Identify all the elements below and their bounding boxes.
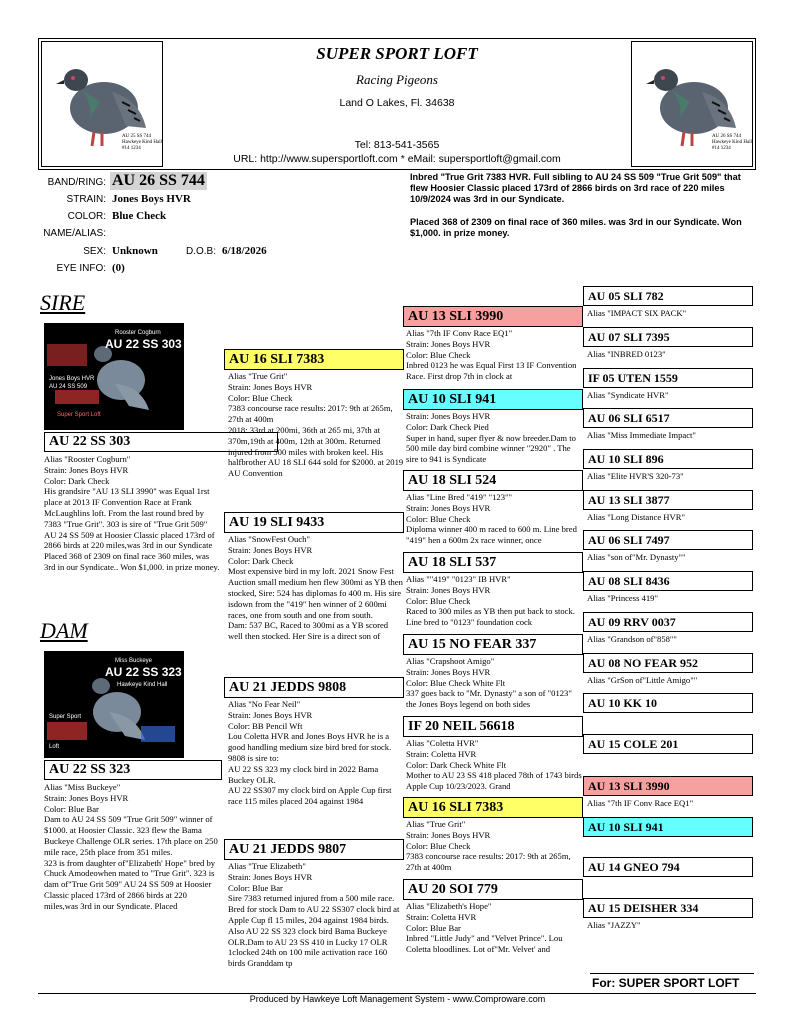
loft-phone: Tel: 813-541-3565 — [354, 139, 440, 151]
gen2-band: AU 21 JEDDS 9807 — [224, 839, 404, 860]
gen4-alias: Alias "Syndicate HVR" — [587, 390, 669, 400]
gen2-details — [228, 534, 404, 664]
dob-value: 6/18/2026 — [222, 245, 267, 257]
loft-name: SUPER SPORT LOFT — [316, 44, 478, 63]
sex-value: Unknown — [112, 245, 158, 257]
detail-line: Inbred "Little Judy" and "Velvet Prince". Lou Coletta bloodlines. Lot of"Mr. Velvet' and — [406, 933, 563, 955]
detail-line: Color: Dark Check — [228, 555, 294, 566]
caption-line: Hawkeye Kind Hall — [712, 140, 752, 145]
detail-line: Strain: Jones Boys HVR — [406, 502, 491, 513]
sire-photo-text: Jones Boys HVR — [49, 376, 95, 382]
gen3-band: IF 20 NEIL 56618 — [403, 716, 583, 737]
gen4-alias: Alias "IMPACT SIX PACK" — [587, 308, 687, 318]
gen3-details — [406, 738, 582, 796]
sire-photo-text: Rooster Cogburn — [115, 330, 161, 336]
gen4-band: AU 10 SLI 941 — [583, 817, 753, 837]
detail-line: Dam to AU 24 SS 509 "True Grit 509" winner of $1000. at Hoosier Classic. 323 flew the Bama Buckeye Challenge OLR series. 17th place on 250 mile race, 25th place from 351 miles. — [44, 814, 218, 857]
footer-produced: Produced by Hawkeye Loft Management System - www.Comproware.com — [249, 994, 546, 1004]
bird-note-1: Inbred "True Grit 7383 HVR. Full sibling to AU 24 SS 509 "True Grit 509" that flew Hoosier Classic placed 173rd of 2866 birds on 3rd race of 220 miles 10/9/2024 was 3rd in our Syndicate. — [410, 172, 741, 204]
detail-line: Alias "7th IF Conv Race EQ1" — [406, 328, 513, 338]
detail-line: Lou Coletta HVR and Jones Boys HVR he is a good handling medium size bird bred for stock. 9808 is sire to: — [228, 731, 392, 763]
gen4-band: IF 05 UTEN 1559 — [583, 368, 753, 388]
gen2-details — [228, 699, 404, 823]
detail-line: Alias "No Fear Neil" — [228, 699, 301, 709]
detail-line: Mother to AU 23 SS 418 placed 78th of 1743 birds Apple Cup 10/23/2023. Grand — [406, 770, 582, 792]
gen4-alias — [587, 715, 753, 727]
gen3-details — [406, 656, 582, 714]
gen4-band: AU 10 SLI 896 — [583, 449, 753, 469]
detail-line: Strain: Jones Boys HVR — [228, 544, 313, 555]
detail-line: 2018: 33rd at 200mi, 36th at 265 mi, 37th at 370m,19th at 400m, 12th at 300m. Returned injured from 500 miles with broken keel. His halfbrother AU 18 SLI 644 sold for $2000. at 2019 AU Convention — [228, 424, 404, 479]
gen4-band: AU 10 KK 10 — [583, 693, 753, 713]
detail-line: Strain: Jones Boys HVR — [228, 709, 313, 720]
detail-line: Strain: Jones Boys HVR — [406, 411, 491, 421]
sire-band: AU 22 SS 303 — [44, 432, 278, 452]
detail-line: Color: Blue Check — [406, 595, 471, 606]
gen4-alias: Alias "GrSon of"Little Amigo"" — [587, 675, 698, 685]
gen3-band: AU 18 SLI 537 — [403, 552, 583, 573]
gen4-alias: Alias "Long Distance HVR" — [587, 512, 685, 522]
dam-photo-text: Super Sport — [49, 714, 82, 720]
detail-line: Strain: Coletta HVR — [406, 911, 477, 922]
color-value: Blue Check — [112, 210, 167, 222]
gen4-alias: Alias "JAZZY" — [587, 920, 641, 930]
gen3-details — [406, 901, 582, 961]
bird-note-2: Placed 368 of 2309 on final race of 360 miles. was 3rd in our Syndicate. Won $1,000. in prize money. — [410, 217, 742, 238]
loft-subtitle: Racing Pigeons — [356, 72, 438, 87]
dam-heading: DAM — [40, 618, 88, 643]
gen3-details — [406, 411, 582, 469]
detail-line: Diploma winner 400 m raced to 600 m. Line bred "419" hen a 600m 2x race winner, once — [406, 524, 577, 546]
detail-line: Color: Dark Check White Flt — [406, 759, 507, 770]
band-value: AU 26 SS 744 — [112, 172, 205, 189]
loft-url: URL: http://www.supersportloft.com * eMail: supersportloft@gmail.com — [233, 153, 561, 165]
gen4-alias: Alias "son of"Mr. Dynasty"" — [587, 552, 686, 562]
detail-line: Color: Blue Bar — [406, 922, 461, 933]
gen3-details — [406, 492, 582, 550]
detail-line: Strain: Coletta HVR — [406, 748, 477, 759]
band-label: BAND/RING: — [47, 177, 106, 188]
caption-line: Hawkeye Kind Hall — [122, 140, 162, 145]
eye-value: (0) — [112, 262, 125, 274]
detail-line: Color: Blue Bar — [228, 882, 283, 893]
gen4-alias: Alias "Grandson of"858"" — [587, 634, 677, 644]
footer-rule — [590, 973, 754, 974]
detail-line: Color: Blue Bar — [44, 803, 99, 814]
detail-line: Color: Blue Check — [406, 840, 471, 851]
detail-line: 7383 concourse race results: 2017: 9th at 265m, 27th at 400m — [406, 851, 571, 873]
dam-photo-text: Loft — [49, 744, 60, 750]
gen4-alias: Alias "Elite HVR'S 320-73" — [587, 471, 684, 481]
detail-line: Strain: Jones Boys HVR — [406, 584, 491, 595]
dob-label: D.O.B: — [186, 246, 217, 257]
caption-line: AU 25 SS 744 — [122, 134, 152, 139]
gen3-band: AU 15 NO FEAR 337 — [403, 634, 583, 655]
gen4-alias — [587, 756, 753, 768]
gen4-band: AU 13 SLI 3990 — [583, 776, 753, 796]
gen4-alias — [587, 839, 753, 851]
sex-label: SEX: — [83, 246, 106, 257]
gen3-band: AU 16 SLI 7383 — [403, 797, 583, 818]
detail-line: Alias "Elizabeth's Hope" — [406, 901, 492, 911]
sire-heading: SIRE — [40, 290, 86, 315]
gen4-band: AU 15 DEISHER 334 — [583, 898, 753, 918]
gen4-band: AU 13 SLI 3877 — [583, 490, 753, 510]
detail-line: Raced to 300 miles as YB then put back to stock. Line bred to "0123" foundation cock — [406, 606, 575, 628]
gen4-band: AU 08 NO FEAR 952 — [583, 653, 753, 673]
footer-for: For: SUPER SPORT LOFT — [592, 976, 740, 990]
detail-line: Alias "Crapshoot Amigo" — [406, 656, 495, 666]
detail-line: Color: Blue Check — [406, 513, 471, 524]
dam-photo — [44, 651, 184, 758]
caption-line: #14 1234 — [712, 146, 731, 151]
gen2-band: AU 21 JEDDS 9808 — [224, 677, 404, 698]
detail-line: Most expensive bird in my loft. 2021 Snow Fest Auction small medium hen flew 300mi as YB then stocked, Sire: 524 has diplomas fo 400 m. His sire isdown from the "419" hen winner of 2 600mi races, one from south and one from south. — [228, 566, 403, 620]
gen4-alias — [587, 879, 753, 891]
detail-line: AU 22 SS 323 my clock bird in 2022 Bama Buckey OLR. — [228, 763, 379, 785]
color-label: COLOR: — [67, 211, 106, 222]
detail-line: Dam: 537 BC, Raced to 300mi as a YB scored well then stocked. Her Sire is a direct son of — [228, 620, 389, 642]
caption-line: AU 26 SS 744 — [712, 134, 742, 139]
sire-photo-text: AU 24 SS 509 — [49, 384, 88, 390]
detail-line: Color: Blue Check White Flt — [406, 677, 506, 688]
gen2-band: AU 19 SLI 9433 — [224, 512, 404, 533]
sire-details — [44, 454, 220, 599]
detail-line: Alias "Rooster Cogburn" — [44, 454, 131, 464]
detail-line: Strain: Jones Boys HVR — [44, 464, 129, 475]
gen3-band: AU 20 SOI 779 — [403, 879, 583, 900]
gen4-alias: Alias "Miss Immediate Impact" — [587, 430, 696, 440]
gen4-alias: Alias "7th IF Conv Race EQ1" — [587, 798, 694, 808]
dam-photo-text: Hawkeye Kind Hall — [117, 682, 168, 688]
gen3-band: AU 18 SLI 524 — [403, 470, 583, 491]
detail-line: AU 22 SS307 my clock bird on Apple Cup first race 115 miles placed 204 against 1984 — [228, 785, 392, 807]
gen2-details — [228, 861, 404, 979]
gen3-details — [406, 328, 582, 388]
gen4-band: AU 08 SLI 8436 — [583, 571, 753, 591]
gen3-details — [406, 574, 582, 632]
detail-line: Alias "True Elizabeth" — [228, 861, 306, 871]
detail-line: Color: BB Pencil Wft — [228, 720, 303, 731]
strain-value: Jones Boys HVR — [112, 193, 191, 205]
gen4-band: AU 15 COLE 201 — [583, 734, 753, 754]
detail-line: Alias "SnowFest Ouch" — [228, 534, 310, 544]
sire-photo — [44, 323, 184, 430]
detail-line: His grandsire "AU 13 SLI 3990" was Equal 1rst place at 2013 IF Convention Race at Frank McLaughlins loft. From the last round bred by 7383 "True Grit". 303 is sire of "True Grit 509" AU 24 SS 509 at Hoosier Classic placed 173rd of 2866 birds at 220 miles,was 3rd in our Syndicate Placed 368 of 2309 on final race 360 miles, was 3rd in our Syndicate.. Won $1,000. in prize money. — [44, 486, 220, 572]
detail-line: Strain: Jones Boys HVR — [44, 792, 129, 803]
detail-line: Color: Blue Check — [228, 392, 293, 403]
detail-line: Color: Dark Check Pied — [406, 421, 489, 432]
detail-line: Color: Dark Check — [44, 475, 110, 486]
dam-photo-band: AU 22 SS 323 — [105, 665, 182, 679]
name-label: NAME/ALIAS: — [43, 228, 106, 239]
caption-line: #14 1234 — [122, 146, 141, 151]
dam-photo-text: Miss Buckeye — [115, 658, 153, 664]
detail-line: Strain: Jones Boys HVR — [406, 829, 491, 840]
detail-line: Strain: Jones Boys HVR — [228, 381, 313, 392]
gen3-band: AU 13 SLI 3990 — [403, 306, 583, 327]
detail-line: Strain: Jones Boys HVR — [406, 666, 491, 677]
detail-line: Alias "True Grit" — [228, 371, 288, 381]
gen3-details — [406, 819, 582, 877]
detail-line: Alias "Miss Buckeye" — [44, 782, 121, 792]
detail-line: 7383 concourse race results: 2017: 9th at 265m, 27th at 400m — [228, 403, 393, 425]
gen4-alias: Alias "INBRED 0123" — [587, 349, 666, 359]
eye-label: EYE INFO: — [56, 263, 106, 274]
gen2-details — [228, 371, 404, 495]
sire-photo-band: AU 22 SS 303 — [105, 337, 182, 351]
gen4-band: AU 07 SLI 7395 — [583, 327, 753, 347]
detail-line: Inbred 0123 he was Equal First 13 IF Convention Race. First drop 7th in clock at — [406, 360, 577, 382]
gen4-alias: Alias "Princess 419" — [587, 593, 658, 603]
detail-line: Alias "True Grit" — [406, 819, 466, 829]
detail-line: Super in hand, super flyer & now breeder.Dam to 500 mile day bird combine winner "2920" . The sire to 941 is Syndicate — [406, 432, 576, 465]
gen4-band: AU 06 SLI 6517 — [583, 408, 753, 428]
detail-line: 323 is from daughter of"Elizabeth' Hope" bred by Chuck Amodeowhen mated to "True Grit". 323 is dam of"True Grit 509" AU 24 SS 509 at Hoosier Classic placed 173rd of 2866 birds at 220 miles,was 3rd in our Syndicate. Placed — [44, 857, 216, 911]
detail-line: Alias ""419" "0123" IB HVR" — [406, 574, 511, 584]
detail-line: Color: Blue Check — [406, 349, 471, 360]
detail-line: Strain: Jones Boys HVR — [406, 338, 491, 349]
dam-band: AU 22 SS 323 — [44, 760, 222, 780]
detail-line: Alias "Line Bred "419" "123"" — [406, 492, 513, 502]
gen3-band: AU 10 SLI 941 — [403, 389, 583, 410]
dam-details — [44, 782, 222, 938]
gen4-band: AU 09 RRV 0037 — [583, 612, 753, 632]
gen2-band: AU 16 SLI 7383 — [224, 349, 404, 370]
loft-city: Land O Lakes, Fl. 34638 — [339, 97, 455, 109]
header-box — [38, 38, 756, 170]
strain-label: STRAIN: — [66, 194, 106, 205]
detail-line: Alias "Coletta HVR" — [406, 738, 479, 748]
gen4-band: AU 14 GNEO 794 — [583, 857, 753, 877]
gen4-band: AU 05 SLI 782 — [583, 286, 753, 306]
detail-line: Sire 7383 returned injured from a 500 mile race. Bred for stock Dam to AU 22 SS307 clock bird at Apple Cup fl 15 miles, 204 against 1984 birds. Also AU 22 SS 323 clock bird Bama Buckeye OLR.Dam to AU 23 SS 410 in Lucky 17 OLR 1clocked 24th on 100 mile activation race 160 birds Granddam tp — [228, 893, 400, 969]
sire-photo-text: Super Sport Loft — [57, 412, 101, 418]
detail-line: 337 goes back to "Mr. Dynasty" a son of "0123" the Jones Boys legend on both sides — [406, 688, 572, 710]
detail-line: Strain: Jones Boys HVR — [228, 871, 313, 882]
gen4-band: AU 06 SLI 7497 — [583, 530, 753, 550]
